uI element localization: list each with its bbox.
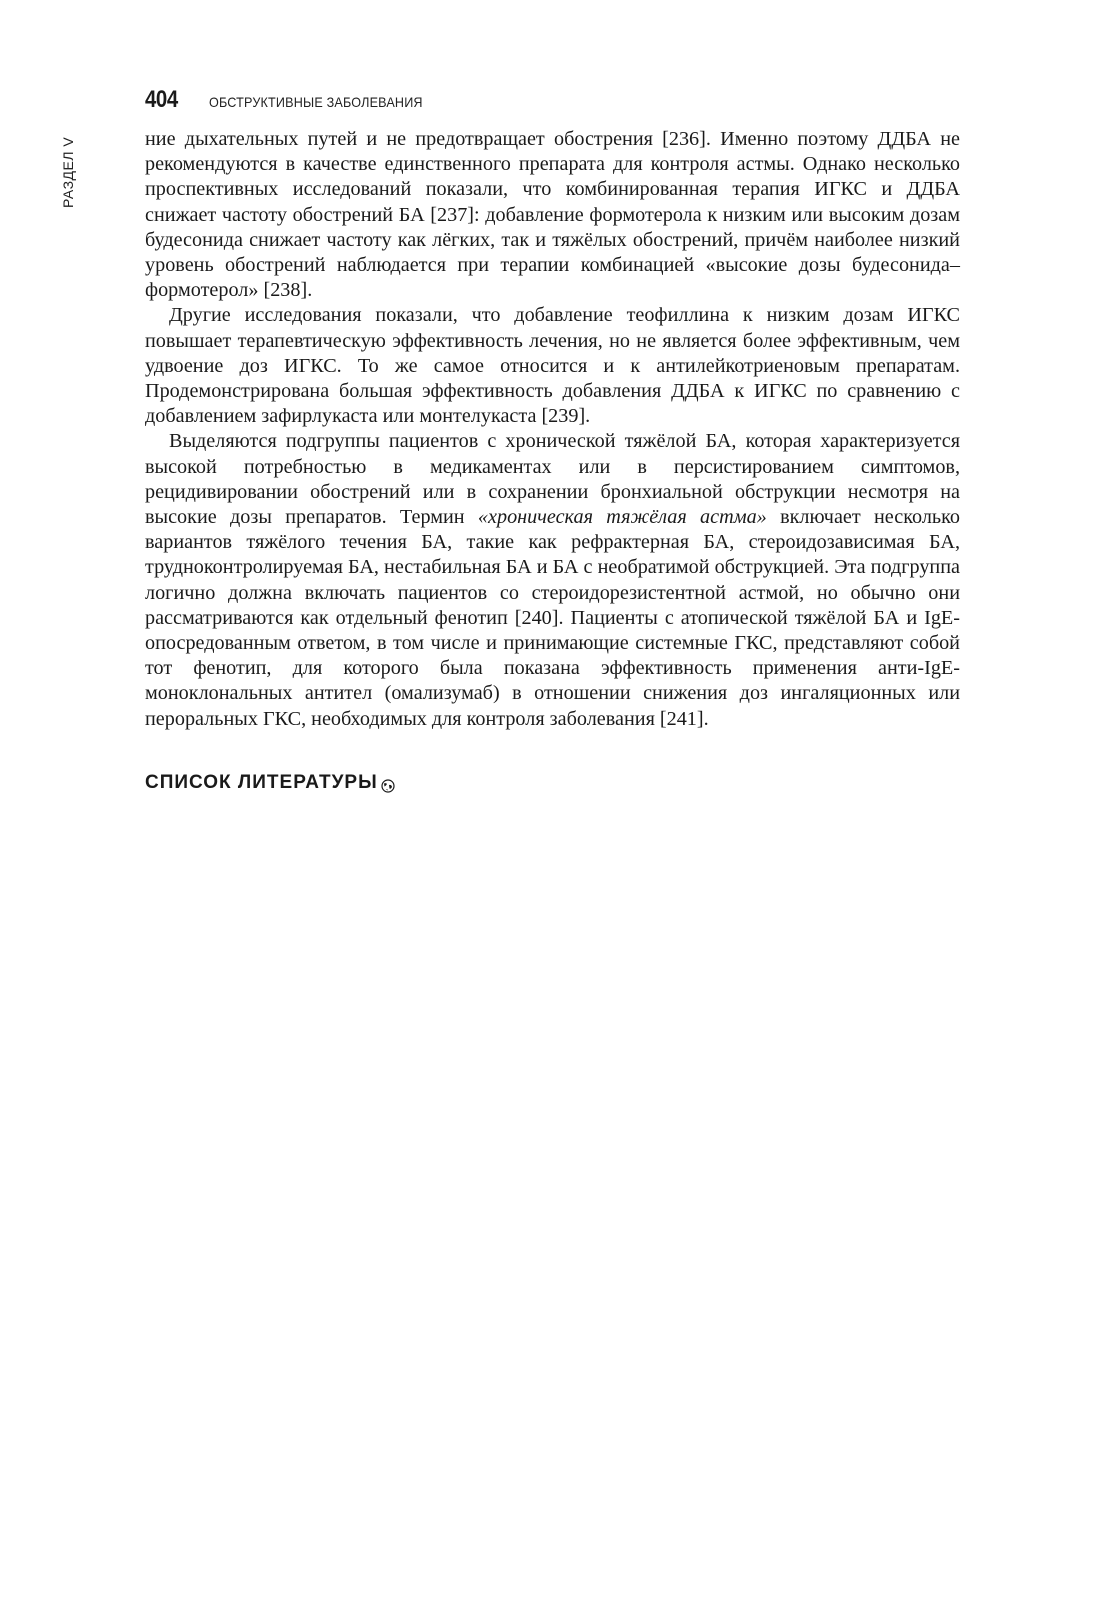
paragraph-3-text-b: включает несколько вариантов тяжёлого течения БА, такие как рефрактерная БА, стероидозависимая БА, трудноконтролируемая БА, нестабильная БА и БА с необратимой обструкцией. Эта подгруппа логично должна включать пациентов со стероидорезистентной астмой, но обычно они рассматриваются как отдельный фенотип [240]. Пациенты с атопической тяжёлой БА и IgE-опосредованным ответом, в том числе и принимающие системные ГКС, представляют собой тот фенотип, для которого была показана эффективность применения анти-IgE-моноклональных антител (омализумаб) в отношении снижения доз ингаляционных или пероральных ГКС, необходимых для контроля заболевания [241]. (145, 506, 960, 730)
paragraph-1: ние дыхательных путей и не предотвращает обострения [236]. Именно поэтому ДДБА не рекомендуются в качестве единственного препарата для контроля астмы. Однако несколько проспективных исследований показали, что комбинированная терапия ИГКС и ДДБА снижает частоту обострений БА [237]: добавление формотерола к низким или высоким дозам будесонида снижает частоту как лёгких, так и тяжёлых обострений, причём наиболее низкий уровень обострений наблюдается при терапии комбинацией «высокие дозы будесонида–формотерол» [238]. (145, 128, 960, 302)
references-heading-label: СПИСОК ЛИТЕРАТУРЫ (145, 772, 378, 793)
references-heading (145, 772, 395, 794)
globe-icon[interactable] (381, 777, 395, 791)
page-header (145, 86, 446, 116)
page-number: 404 (145, 86, 178, 113)
section-label: РАЗДЕЛ V (60, 136, 76, 208)
body-text (145, 127, 960, 732)
paragraph-2: Другие исследования показали, что добавление теофиллина к низким дозам ИГКС повышает терапевтическую эффективность лечения, но не является более эффективным, чем удвоение доз ИГКС. То же самое относится и к антилейкотриеновым препаратам. Продемонстрирована большая эффективность добавления ДДБА к ИГКС по сравнению с добавлением зафирлукаста или монтелукаста [239]. (145, 304, 960, 428)
running-title: ОБСТРУКТИВНЫЕ ЗАБОЛЕВАНИЯ (209, 94, 423, 110)
term-chronic-severe-asthma: «хроническая тяжёлая астма» (477, 506, 767, 529)
paragraph-3 (145, 429, 960, 731)
paragraph-3-text-a: Выделяются подгруппы пациентов с хронической тяжёлой БА, которая характеризуется высокой потребностью в медикаментах или в персистированием симптомов, рецидивировании обострений или в сохранении бронхиальной обструкции несмотря на высокие дозы препаратов. Термин (145, 430, 960, 529)
